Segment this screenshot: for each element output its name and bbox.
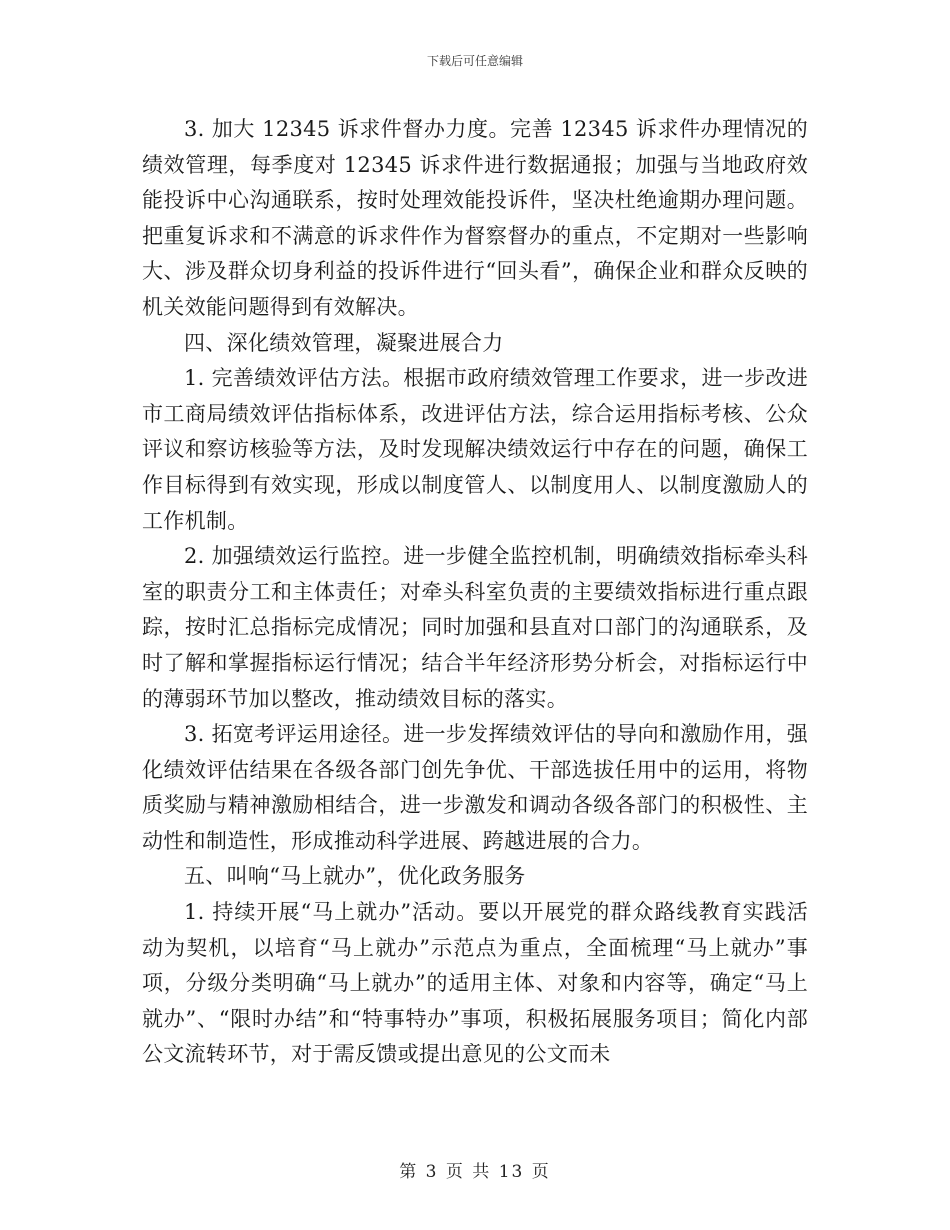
paragraph-12345-supervision: 3. 加大 12345 诉求件督办力度。完善 12345 诉求件办理情况的绩效管理，每季度对 12345 诉求件进行数据通报；加强与当地政府效能投诉中心沟通联系，按时处理效能投诉件，坚决杜绝逾期办理问题。把重复诉求和不满意的诉求件作为督察督办的重点，不定期对一些影响大、涉及群众切身利益的投诉件进行“回头看”，确保企业和群众反映的机关效能问题得到有效解决。 (142, 117, 808, 319)
page-number: 第 3 页 共 13 页 (399, 1162, 551, 1182)
document-body (142, 112, 808, 1073)
page-header: 下载后可任意编辑 (426, 54, 523, 68)
section-heading-do-it-now: 五、叫响“马上就办”，优化政务服务 (184, 864, 526, 889)
paragraph-evaluation-application: 3. 拓宽考评运用途径。进一步发挥绩效评估的导向和激励作用，强化绩效评估结果在各级各部门创先争优、干部选拔任用中的运用，将物质奖励与精神激励相结合，进一步激发和调动各级各部门的积极性、主动性和制造性，形成推动科学进展、跨越进展的合力。 (142, 722, 809, 853)
section-heading-performance-management: 四、深化绩效管理，凝聚进展合力 (184, 330, 504, 355)
paragraph-do-it-now-activity: 1. 持续开展“马上就办”活动。要以开展党的群众路线教育实践活动为契机，以培育“马上就办”示范点为重点，全面梳理“马上就办”事项，分级分类明确“马上就办”的适用主体、对象和内容等，确定“马上就办”、“限时办结”和“特事特办”事项，积极拓展服务项目；简化内部公文流转环节，对于需反馈或提出意见的公文而未 (142, 900, 808, 1067)
paragraph-operation-monitoring: 2. 加强绩效运行监控。进一步健全监控机制，明确绩效指标牵头科室的职责分工和主体责任；对牵头科室负责的主要绩效指标进行重点跟踪，按时汇总指标完成情况；同时加强和县直对口部门的沟通联系，及时了解和掌握指标运行情况；结合半年经济形势分析会，对指标运行中的薄弱环节加以整改，推动绩效目标的落实。 (142, 544, 809, 711)
paragraph-evaluation-methods: 1. 完善绩效评估方法。根据市政府绩效管理工作要求，进一步改进市工商局绩效评估指标体系，改进评估方法，综合运用指标考核、公众评议和察访核验等方法，及时发现解决绩效运行中存在的问题，确保工作目标得到有效实现，形成以制度管人、以制度用人、以制度激励人的工作机制。 (142, 366, 809, 533)
